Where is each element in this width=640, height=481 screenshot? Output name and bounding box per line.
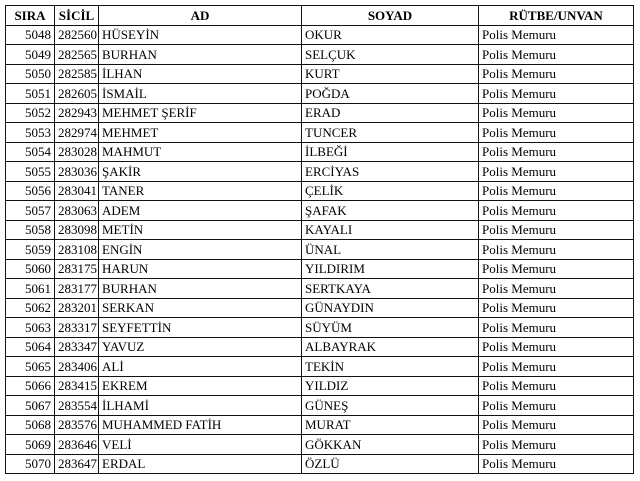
table-row	[6, 123, 634, 143]
cell-ad: ENGİN	[99, 240, 302, 260]
cell-ad: VELİ	[99, 435, 302, 455]
cell-rutbe: Polis Memuru	[479, 142, 634, 162]
column-header-rutbe: RÜTBE/UNVAN	[479, 6, 634, 26]
cell-sicil: 282605	[55, 84, 99, 104]
cell-soyad: ERCİYAS	[302, 162, 479, 182]
table-row	[6, 201, 634, 221]
cell-sira: 5062	[6, 298, 55, 318]
cell-soyad: TEKİN	[302, 357, 479, 377]
cell-rutbe: Polis Memuru	[479, 318, 634, 338]
cell-soyad: OKUR	[302, 25, 479, 45]
table-row	[6, 279, 634, 299]
cell-ad: BURHAN	[99, 45, 302, 65]
cell-sira: 5058	[6, 220, 55, 240]
table-row	[6, 298, 634, 318]
table-row	[6, 240, 634, 260]
cell-ad: İSMAİL	[99, 84, 302, 104]
cell-ad: İLHAMİ	[99, 396, 302, 416]
cell-sicil: 282565	[55, 45, 99, 65]
cell-sicil: 283406	[55, 357, 99, 377]
cell-rutbe: Polis Memuru	[479, 357, 634, 377]
cell-sira: 5070	[6, 454, 55, 474]
cell-rutbe: Polis Memuru	[479, 64, 634, 84]
table-row	[6, 415, 634, 435]
column-header-sicil: SİCİL	[55, 6, 99, 26]
table-row	[6, 181, 634, 201]
cell-sicil: 283175	[55, 259, 99, 279]
cell-rutbe: Polis Memuru	[479, 279, 634, 299]
table-row	[6, 25, 634, 45]
cell-sira: 5060	[6, 259, 55, 279]
cell-rutbe: Polis Memuru	[479, 396, 634, 416]
cell-sicil: 283415	[55, 376, 99, 396]
cell-sira: 5056	[6, 181, 55, 201]
cell-sira: 5048	[6, 25, 55, 45]
cell-rutbe: Polis Memuru	[479, 435, 634, 455]
table-row	[6, 396, 634, 416]
cell-rutbe: Polis Memuru	[479, 220, 634, 240]
cell-ad: ALİ	[99, 357, 302, 377]
cell-sicil: 282585	[55, 64, 99, 84]
cell-rutbe: Polis Memuru	[479, 454, 634, 474]
cell-rutbe: Polis Memuru	[479, 337, 634, 357]
column-header-ad: AD	[99, 6, 302, 26]
cell-sira: 5064	[6, 337, 55, 357]
cell-ad: ADEM	[99, 201, 302, 221]
column-header-sira: SIRA	[6, 6, 55, 26]
cell-rutbe: Polis Memuru	[479, 201, 634, 221]
cell-rutbe: Polis Memuru	[479, 45, 634, 65]
cell-sicil: 283646	[55, 435, 99, 455]
cell-sira: 5066	[6, 376, 55, 396]
cell-sicil: 283177	[55, 279, 99, 299]
cell-ad: ŞAKİR	[99, 162, 302, 182]
cell-sicil: 283317	[55, 318, 99, 338]
table-row	[6, 162, 634, 182]
cell-ad: ERDAL	[99, 454, 302, 474]
cell-rutbe: Polis Memuru	[479, 162, 634, 182]
cell-ad: MEHMET ŞERİF	[99, 103, 302, 123]
cell-sicil: 283028	[55, 142, 99, 162]
cell-sicil: 282943	[55, 103, 99, 123]
cell-sira: 5050	[6, 64, 55, 84]
cell-soyad: SÜYÜM	[302, 318, 479, 338]
table-header-row	[6, 6, 634, 26]
cell-soyad: SERTKAYA	[302, 279, 479, 299]
cell-ad: HÜSEYİN	[99, 25, 302, 45]
cell-soyad: KAYALI	[302, 220, 479, 240]
cell-soyad: İLBEĞİ	[302, 142, 479, 162]
table-row	[6, 103, 634, 123]
cell-rutbe: Polis Memuru	[479, 259, 634, 279]
cell-sira: 5065	[6, 357, 55, 377]
cell-rutbe: Polis Memuru	[479, 181, 634, 201]
cell-sicil: 283554	[55, 396, 99, 416]
table-row	[6, 45, 634, 65]
cell-sira: 5053	[6, 123, 55, 143]
cell-ad: SERKAN	[99, 298, 302, 318]
cell-sicil: 282560	[55, 25, 99, 45]
cell-soyad: POĞDA	[302, 84, 479, 104]
cell-ad: MEHMET	[99, 123, 302, 143]
cell-soyad: ÇELİK	[302, 181, 479, 201]
personnel-list	[5, 5, 634, 474]
cell-sicil: 283063	[55, 201, 99, 221]
cell-sicil: 283036	[55, 162, 99, 182]
cell-sicil: 283201	[55, 298, 99, 318]
table-row	[6, 318, 634, 338]
cell-sira: 5051	[6, 84, 55, 104]
cell-sira: 5055	[6, 162, 55, 182]
cell-sira: 5063	[6, 318, 55, 338]
cell-sira: 5057	[6, 201, 55, 221]
cell-soyad: GÜNEŞ	[302, 396, 479, 416]
cell-rutbe: Polis Memuru	[479, 240, 634, 260]
table-row	[6, 64, 634, 84]
table-row	[6, 454, 634, 474]
cell-soyad: ŞAFAK	[302, 201, 479, 221]
personnel-table	[5, 5, 634, 474]
cell-sicil: 283108	[55, 240, 99, 260]
cell-sicil: 283647	[55, 454, 99, 474]
table-row	[6, 337, 634, 357]
cell-soyad: ÜNAL	[302, 240, 479, 260]
cell-soyad: SELÇUK	[302, 45, 479, 65]
cell-ad: TANER	[99, 181, 302, 201]
cell-ad: SEYFETTİN	[99, 318, 302, 338]
cell-sira: 5052	[6, 103, 55, 123]
cell-sira: 5067	[6, 396, 55, 416]
table-row	[6, 357, 634, 377]
table-row	[6, 435, 634, 455]
cell-soyad: ÖZLÜ	[302, 454, 479, 474]
cell-ad: MUHAMMED FATİH	[99, 415, 302, 435]
cell-soyad: KURT	[302, 64, 479, 84]
cell-ad: İLHAN	[99, 64, 302, 84]
table-row	[6, 142, 634, 162]
table-body	[6, 25, 634, 474]
cell-soyad: ALBAYRAK	[302, 337, 479, 357]
cell-rutbe: Polis Memuru	[479, 376, 634, 396]
column-header-soyad: SOYAD	[302, 6, 479, 26]
cell-rutbe: Polis Memuru	[479, 415, 634, 435]
cell-sicil: 282974	[55, 123, 99, 143]
cell-rutbe: Polis Memuru	[479, 103, 634, 123]
cell-soyad: ERAD	[302, 103, 479, 123]
table-row	[6, 376, 634, 396]
cell-soyad: GÜNAYDIN	[302, 298, 479, 318]
cell-soyad: MURAT	[302, 415, 479, 435]
cell-sira: 5068	[6, 415, 55, 435]
cell-rutbe: Polis Memuru	[479, 25, 634, 45]
cell-rutbe: Polis Memuru	[479, 84, 634, 104]
cell-rutbe: Polis Memuru	[479, 123, 634, 143]
cell-sicil: 283041	[55, 181, 99, 201]
cell-soyad: TUNCER	[302, 123, 479, 143]
cell-sira: 5059	[6, 240, 55, 260]
cell-ad: METİN	[99, 220, 302, 240]
table-row	[6, 220, 634, 240]
cell-sicil: 283347	[55, 337, 99, 357]
cell-ad: EKREM	[99, 376, 302, 396]
cell-sira: 5049	[6, 45, 55, 65]
cell-sira: 5069	[6, 435, 55, 455]
cell-ad: BURHAN	[99, 279, 302, 299]
cell-sira: 5054	[6, 142, 55, 162]
cell-ad: HARUN	[99, 259, 302, 279]
cell-soyad: GÖKKAN	[302, 435, 479, 455]
cell-ad: MAHMUT	[99, 142, 302, 162]
table-row	[6, 259, 634, 279]
cell-soyad: YILDIRIM	[302, 259, 479, 279]
cell-rutbe: Polis Memuru	[479, 298, 634, 318]
cell-sicil: 283098	[55, 220, 99, 240]
cell-soyad: YILDIZ	[302, 376, 479, 396]
cell-sira: 5061	[6, 279, 55, 299]
cell-ad: YAVUZ	[99, 337, 302, 357]
table-row	[6, 84, 634, 104]
cell-sicil: 283576	[55, 415, 99, 435]
